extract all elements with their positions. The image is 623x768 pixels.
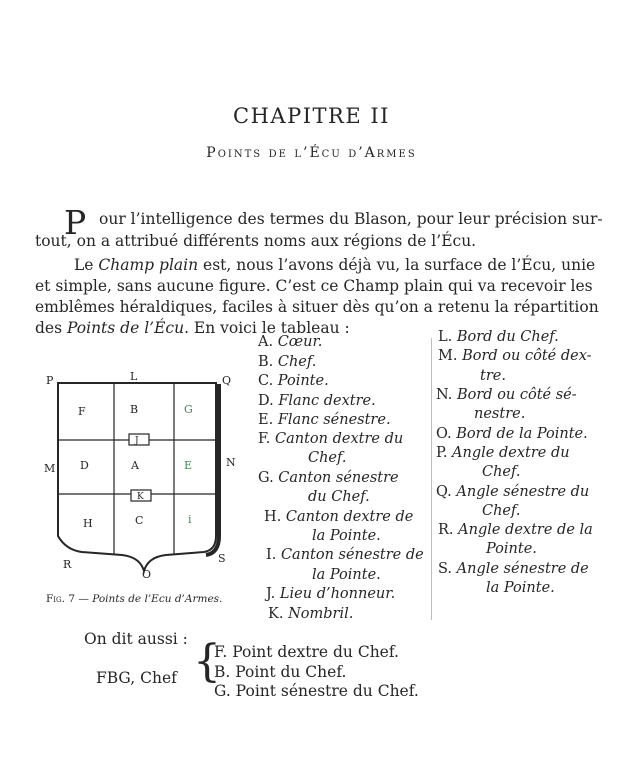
legend-M: M. Bord ou côté dex- [438,348,592,364]
also-group-label: FBG, Chef [96,669,177,687]
legend-G: G. Canton sénestre [258,470,399,486]
legend-J: J. Lieu d’honneur. [266,586,396,602]
legend-H-cont: la Pointe. [312,528,381,544]
pt-S: S [218,552,226,565]
cell-G: G [184,403,193,416]
legend-R-cont: Pointe. [486,541,537,557]
legend-P-cont: Chef. [482,464,521,480]
legend-R: R. Angle dextre de la [438,522,593,538]
drop-cap: P [64,203,87,242]
legend-K: K. Nombril. [268,606,354,622]
legend-A: A. Cœur. [258,334,323,350]
cell-J: J [135,436,139,446]
legend-F-cont: Chef. [308,450,347,466]
legend-O: O. Bord de la Pointe. [436,426,588,442]
legend-C: C. Pointe. [258,373,329,389]
pt-Q: Q [222,374,232,387]
chapter-title: CHAPITRE II [233,104,390,128]
legend-M-cont: tre. [480,368,506,384]
cell-B: B [130,403,139,416]
pt-M: M [44,462,56,475]
legend-N: N. Bord ou côté sé- [436,387,577,403]
cell-A: A [131,459,139,472]
legend-Q-cont: Chef. [482,503,521,519]
legend-L: L. Bord du Chef. [438,329,559,345]
legend-B: B. Chef. [258,354,317,370]
legend-S-cont: la Pointe. [486,580,555,596]
cell-F: F [78,405,86,418]
legend-I-cont: la Pointe. [312,567,381,583]
legend-G-cont: du Chef. [308,489,370,505]
cell-I: i [188,513,192,526]
intro-line-6: des Points de l’Écu. En voici le tableau : [35,319,350,337]
shield-figure [38,368,244,584]
cell-C: C [135,514,144,527]
pt-O: O [142,568,152,581]
box-j [129,434,149,445]
column-divider [431,338,432,620]
shield-shadow [206,384,219,555]
intro-line-5: emblêmes héraldiques, faciles à situer dès qu’on a retenu la répartition [35,298,599,316]
figure-caption: Fig. 7 — Points de l’Ecu d’Armes. [46,593,223,605]
legend-E: E. Flanc sénestre. [258,412,391,428]
pt-R: R [63,558,72,571]
brace-glyph: { [193,636,221,687]
cell-D: D [80,459,89,472]
also-intro: On dit aussi : [84,630,188,648]
also-item-2: B. Point du Chef. [214,663,347,681]
pt-P: P [46,374,54,387]
cell-K: K [137,492,144,502]
cell-H: H [83,517,93,530]
pt-L: L [130,370,138,383]
cell-E: E [184,459,193,472]
legend-N-cont: nestre. [474,406,526,422]
intro-line-4: et simple, sans aucune figure. C’est ce Champ plain qui va recevoir les [35,277,593,295]
intro-line-2: tout, on a attribué différents noms aux régions de l’Écu. [35,232,477,250]
legend-D: D. Flanc dextre. [258,393,376,409]
legend-P: P. Angle dextre du [436,445,570,461]
pt-N: N [226,456,236,469]
intro-line-3: Le Champ plain est, nous l’avons déjà vu, la surface de l’Écu, unie [74,256,596,274]
shield-diagram [38,368,244,584]
intro-line-1: our l’intelligence des termes du Blason, pour leur précision sur- [99,210,603,228]
also-item-3: G. Point sénestre du Chef. [214,682,419,700]
legend-F: F. Canton dextre du [258,431,404,447]
legend-H: H. Canton dextre de [264,509,414,525]
points-term: Points de l’Écu [66,319,185,337]
legend-I: I. Canton sénestre de [266,547,424,563]
chapter-subtitle: Points de l’Écu d’Armes [206,145,417,161]
legend-Q: Q. Angle sénestre du [436,484,590,500]
also-item-1: F. Point dextre du Chef. [214,643,399,661]
champ-plain-term: Champ plain [98,256,199,274]
legend-S: S. Angle sénestre de [438,561,589,577]
